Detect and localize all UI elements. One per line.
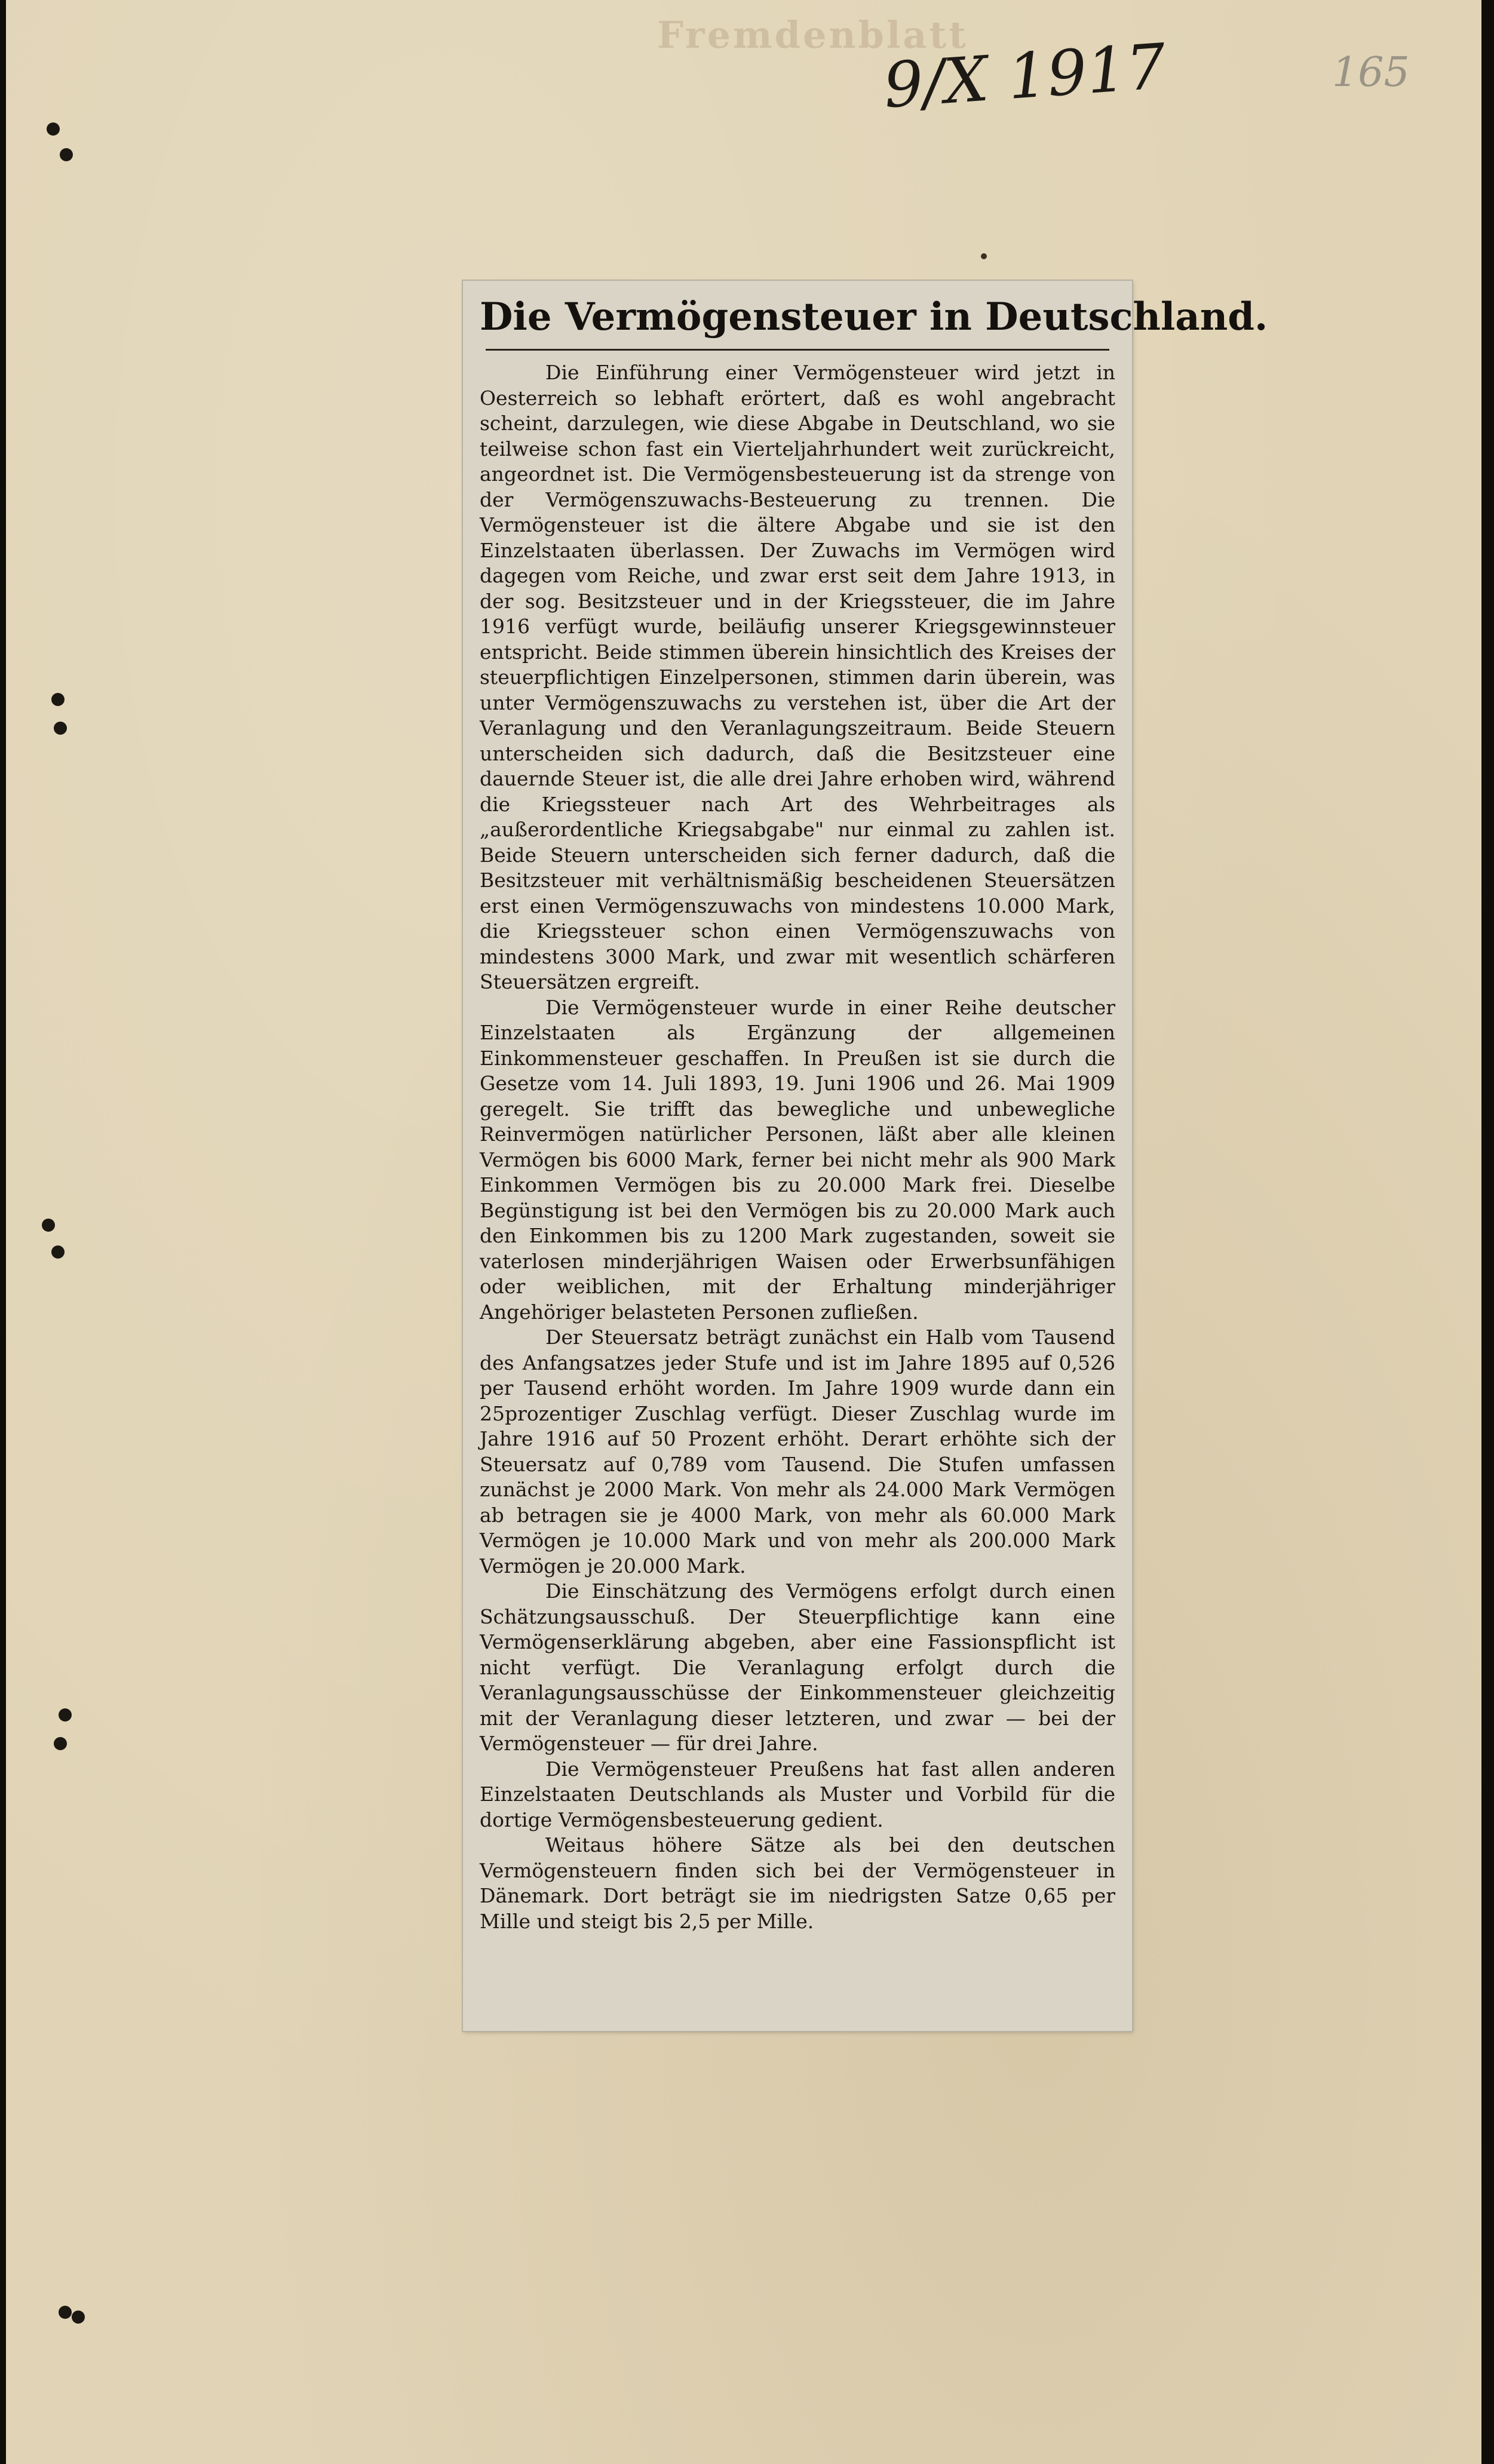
- pin-mark: [981, 253, 987, 259]
- punch-hole: [72, 2310, 85, 2324]
- punch-hole: [59, 1708, 72, 1722]
- punch-hole: [60, 148, 73, 161]
- article-paragraph: Weitaus höhere Sätze als bei den deutschen Vermögensteuern finden sich bei der Vermögensteuer in Dänemark. Dort beträgt sie im niedrigsten Satze 0,65 per Mille und steigt bis 2,5 per Mille.: [480, 1833, 1115, 1933]
- article-paragraph: Die Vermögensteuer wurde in einer Reihe deutscher Einzelstaaten als Ergänzung der allgemeinen Einkommensteuer geschaffen. In Preußen ist sie durch die Gesetze vom 14. Juli 1893, 19. Juni 1906 und 26. Mai 1909 geregelt. Sie trifft das bewegliche und unbewegliche Reinvermögen natürlicher Personen, läßt aber alle kleinen Vermögen bis 6000 Mark, ferner bei nicht mehr als 900 Mark Einkommen Vermögen bis zu 20.000 Mark frei. Dieselbe Begünstigung ist bei den Vermögen bis zu 20.000 Mark auch den Einkommen bis zu 1200 Mark zugestanden, soweit sie vaterlosen minderjährigen Waisen oder Erwerbsunfähigen oder weiblichen, mit der Erhaltung minderjähriger Angehöriger belasteten Personen zufließen.: [480, 995, 1115, 1324]
- punch-hole: [47, 122, 60, 136]
- page-number: 165: [1332, 49, 1410, 96]
- punch-hole: [51, 1245, 65, 1259]
- punch-hole: [59, 2306, 72, 2319]
- archive-sheet: [6, 0, 1481, 2464]
- handwritten-date: 9/X 1917: [881, 29, 1168, 122]
- article-paragraph: Die Einführung einer Vermögensteuer wird jetzt in Oesterreich so lebhaft erörtert, daß es wohl angebracht scheint, darzulegen, wie diese Abgabe in Deutschland, wo sie teilweise schon fast ein Vierteljahrhundert weit zurückreicht, angeordnet ist. Die Vermögensbesteuerung ist da strenge von der Vermögenszuwachs-Besteuerung zu trennen. Die Vermögensteuer ist die ältere Abgabe und sie ist den Einzelstaaten überlassen. Der Zuwachs im Vermögen wird dagegen vom Reiche, und zwar erst seit dem Jahre 1913, in der sog. Besitzsteuer und in der Kriegssteuer, die im Jahre 1916 verfügt wurde, beiläufig unserer Kriegsgewinnsteuer entspricht. Beide stimmen überein hinsichtlich des Kreises der steuerpflichtigen Einzelpersonen, stimmen darin überein, was unter Vermögenszuwachs zu verstehen ist, über die Art der Veranlagung und den Veranlagungszeitraum. Beide Steuern unterscheiden sich dadurch, daß die Besitzsteuer eine dauernde Steuer ist, die alle drei Jahre erhoben wird, während die Kriegssteuer nach Art des Wehrbeitrages als „außerordentliche Kriegsabgabe" nur einmal zu zahlen ist. Beide Steuern unterscheiden sich ferner dadurch, daß die Besitzsteuer mit verhältnismäßig bescheidenen Steuersätzen erst einen Vermögenszuwachs von mindestens 10.000 Mark, die Kriegssteuer schon einen Vermögenszuwachs von mindestens 3000 Mark, und zwar mit wesentlich schärferen Steuersätzen ergreift.: [480, 361, 1115, 993]
- article-paragraph: Der Steuersatz beträgt zunächst ein Halb vom Tausend des Anfangsatzes jeder Stufe und ist im Jahre 1895 auf 0,526 per Tausend erhöht worden. Im Jahre 1909 wurde dann ein 25prozentiger Zuschlag verfügt. Dieser Zuschlag wurde im Jahre 1916 auf 50 Prozent erhöht. Derart erhöhte sich der Steuersatz auf 0,789 vom Tausend. Die Stufen umfassen zunächst je 2000 Mark. Von mehr als 24.000 Mark Vermögen ab betragen sie je 4000 Mark, von mehr als 60.000 Mark Vermögen je 10.000 Mark und von mehr als 200.000 Mark Vermögen je 20.000 Mark.: [480, 1325, 1115, 1578]
- article-paragraph: Die Einschätzung des Vermögens erfolgt durch einen Schätzungsausschuß. Der Steuerpflichtige kann eine Vermögenserklärung abgeben, aber eine Fassionspflicht ist nicht verfügt. Die Veranlagung erfolgt durch die Veranlagungsausschüsse der Einkommensteuer gleichzeitig mit der Veranlagung dieser letzteren, und zwar — bei der Vermögensteuer — für drei Jahre.: [480, 1579, 1115, 1755]
- title-rule: [486, 349, 1109, 351]
- newspaper-stamp: Fremdenblatt: [657, 13, 968, 57]
- punch-hole: [42, 1219, 55, 1232]
- punch-hole: [54, 1737, 67, 1750]
- punch-hole: [54, 722, 67, 735]
- article-title: Die Vermögensteuer in Deutschland.: [480, 294, 1268, 339]
- punch-hole: [51, 693, 65, 706]
- newspaper-clipping: [463, 281, 1268, 2031]
- article-paragraph: Die Vermögensteuer Preußens hat fast allen anderen Einzelstaaten Deutschlands als Muster und Vorbild für die dortige Vermögensbesteuerung gedient.: [480, 1757, 1115, 1831]
